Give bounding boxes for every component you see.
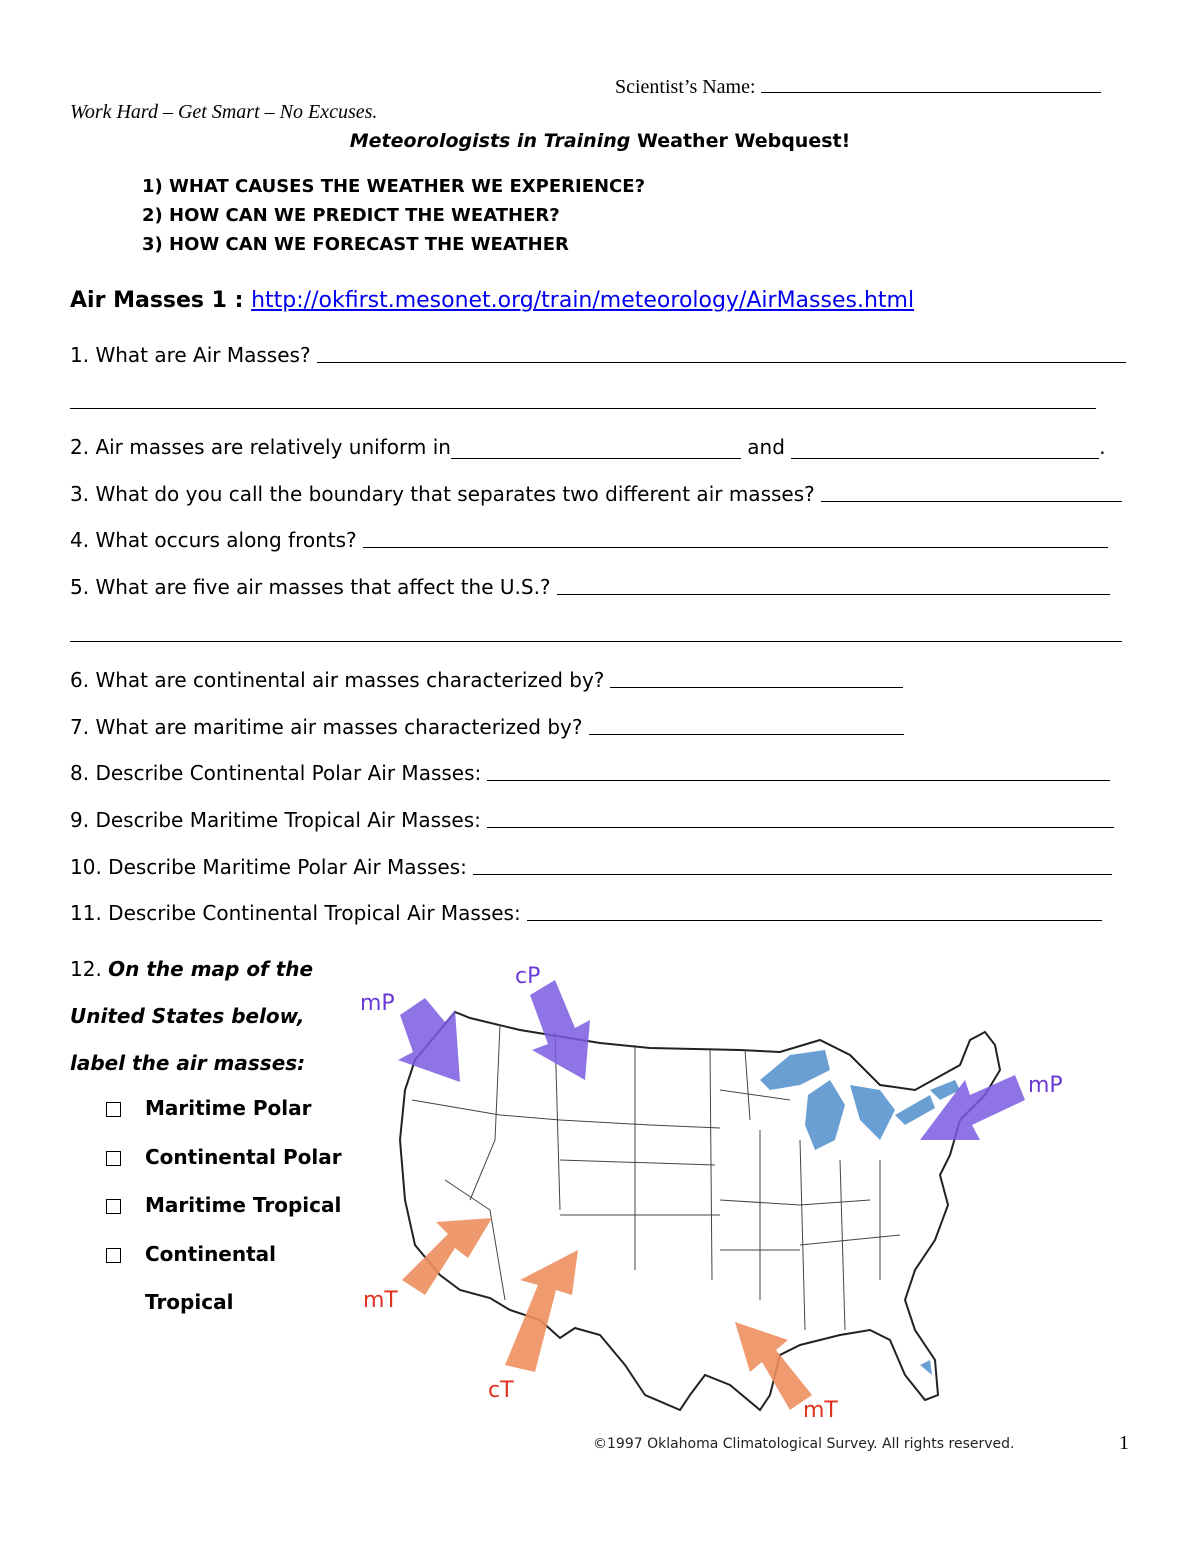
question-text: 1. What are Air Masses? bbox=[70, 343, 311, 367]
question-text: 8. Describe Continental Polar Air Masses: bbox=[70, 761, 482, 785]
question-text: 4. What occurs along fronts? bbox=[70, 528, 357, 552]
page-number: 1 bbox=[1119, 1432, 1129, 1454]
question-8 bbox=[70, 761, 1110, 785]
checkbox[interactable] bbox=[106, 1151, 121, 1166]
question-9 bbox=[70, 808, 1114, 832]
answer-blank[interactable] bbox=[451, 440, 741, 459]
question-3 bbox=[70, 482, 1122, 506]
checklist-label: Maritime Polar bbox=[145, 1096, 312, 1120]
answer-blank[interactable] bbox=[589, 734, 905, 735]
question-text: 10. Describe Maritime Polar Air Masses: bbox=[70, 855, 467, 879]
answer-blank[interactable] bbox=[821, 501, 1122, 502]
ct-label: cT bbox=[488, 1378, 514, 1403]
question-text: label the air masses: bbox=[70, 1051, 306, 1075]
question-10 bbox=[70, 855, 1112, 879]
question-text: 5. What are five air masses that affect the U.S.? bbox=[70, 575, 551, 599]
answer-blank-continued[interactable] bbox=[70, 408, 1096, 409]
guiding-question: 1) WHAT CAUSES THE WEATHER WE EXPERIENCE? bbox=[142, 176, 646, 197]
question-text-and: and bbox=[740, 435, 792, 459]
question-text: On the map of the bbox=[108, 957, 314, 981]
mp-east-label: mP bbox=[1028, 1073, 1063, 1098]
question-7 bbox=[70, 715, 904, 739]
checklist-item[interactable] bbox=[106, 1084, 342, 1133]
checklist-label: Continental Polar bbox=[145, 1144, 342, 1169]
section-heading bbox=[70, 288, 914, 313]
answer-blank[interactable] bbox=[487, 780, 1110, 781]
checklist-label: Maritime Tropical bbox=[145, 1193, 342, 1217]
question-text: 2. Air masses are relatively uniform in bbox=[70, 435, 451, 459]
question-2 bbox=[70, 435, 1106, 459]
scientist-name-row bbox=[615, 74, 1101, 99]
checklist-label: Continental bbox=[145, 1241, 277, 1266]
question-1 bbox=[70, 343, 1126, 367]
section-title: Air Masses 1 : bbox=[70, 288, 252, 313]
section-link[interactable]: http://okfirst.mesonet.org/train/meteorology/AirMasses.html bbox=[251, 288, 915, 313]
air-mass-checklist bbox=[106, 1084, 342, 1327]
motto: Work Hard – Get Smart – No Excuses. bbox=[70, 101, 378, 123]
question-11 bbox=[70, 901, 1102, 925]
checklist-item[interactable] bbox=[106, 1181, 342, 1230]
question-text: United States below, bbox=[70, 1004, 305, 1028]
mp-west-arrow bbox=[398, 998, 460, 1082]
answer-blank[interactable] bbox=[487, 827, 1114, 828]
answer-blank[interactable] bbox=[363, 547, 1108, 548]
cp-label: cP bbox=[515, 964, 541, 989]
checkbox[interactable] bbox=[106, 1102, 121, 1117]
question-12 bbox=[70, 946, 313, 1087]
question-text: 9. Describe Maritime Tropical Air Masses: bbox=[70, 808, 481, 832]
answer-blank[interactable] bbox=[557, 594, 1110, 595]
checklist-item[interactable] bbox=[106, 1133, 342, 1182]
map-copyright: ©1997 Oklahoma Climatological Survey. All rights reserved. bbox=[593, 1436, 1015, 1452]
checklist-item[interactable] bbox=[106, 1230, 342, 1279]
question-4 bbox=[70, 528, 1108, 552]
scientist-name-blank[interactable] bbox=[761, 74, 1101, 93]
question-6 bbox=[70, 668, 903, 692]
answer-blank[interactable] bbox=[473, 874, 1112, 875]
worksheet-title bbox=[0, 130, 1200, 152]
checklist-label-continued: Tropical bbox=[145, 1290, 234, 1314]
us-air-mass-map bbox=[350, 955, 1090, 1435]
question-text: 3. What do you call the boundary that separates two different air masses? bbox=[70, 482, 815, 506]
question-text-period: . bbox=[1099, 435, 1106, 459]
answer-blank[interactable] bbox=[791, 440, 1099, 459]
mt-west-label: mT bbox=[363, 1288, 398, 1313]
answer-blank[interactable] bbox=[317, 362, 1126, 363]
question-5 bbox=[70, 575, 1110, 599]
question-text: 11. Describe Continental Tropical Air Masses: bbox=[70, 901, 521, 925]
question-text: 6. What are continental air masses characterized by? bbox=[70, 668, 605, 692]
title-italic: Meteorologists in Training bbox=[349, 130, 631, 152]
title-rest: Weather Webquest! bbox=[630, 130, 851, 152]
mt-gulf-label: mT bbox=[803, 1398, 838, 1423]
answer-blank[interactable] bbox=[610, 687, 903, 688]
question-number: 12. bbox=[70, 957, 109, 981]
scientist-name-label: Scientist’s Name: bbox=[615, 76, 761, 98]
mp-west-label: mP bbox=[360, 991, 395, 1016]
answer-blank[interactable] bbox=[527, 920, 1102, 921]
question-text: 7. What are maritime air masses characterized by? bbox=[70, 715, 583, 739]
checkbox[interactable] bbox=[106, 1199, 121, 1214]
answer-blank-continued[interactable] bbox=[70, 641, 1122, 642]
guiding-questions bbox=[142, 172, 645, 259]
guiding-question: 3) HOW CAN WE FORECAST THE WEATHER bbox=[142, 234, 569, 255]
guiding-question: 2) HOW CAN WE PREDICT THE WEATHER? bbox=[142, 205, 560, 226]
checkbox[interactable] bbox=[106, 1248, 121, 1263]
